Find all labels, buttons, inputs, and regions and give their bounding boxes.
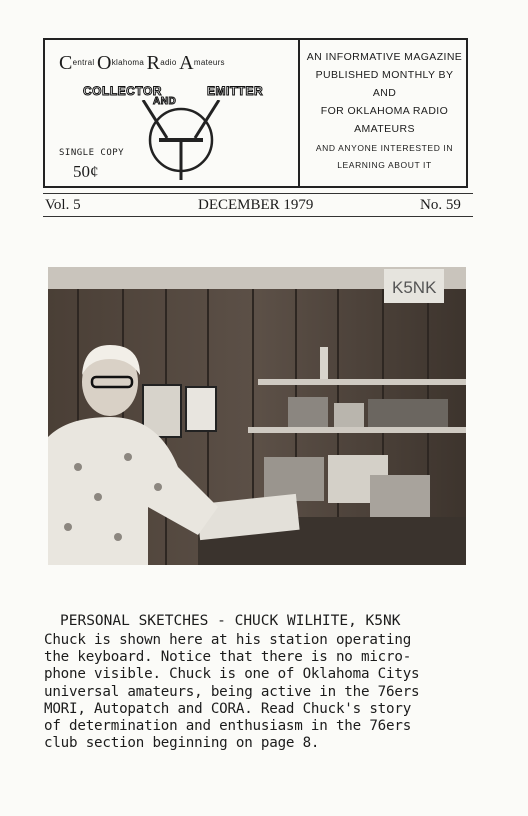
trophy — [320, 347, 328, 379]
and-title: AND — [153, 96, 177, 107]
caption-line: MORI, Autopatch and CORA. Read Chuck's story — [44, 700, 412, 717]
lower-shelf — [248, 427, 466, 433]
caption-line: the keyboard. Notice that there is no micro- — [44, 649, 412, 666]
single-copy-label: SINGLE COPY — [59, 148, 125, 158]
callsign-sign-text: K5NK — [392, 278, 437, 297]
caption-line: Chuck is shown here at his station operating — [44, 632, 412, 648]
price: 50¢ — [73, 162, 99, 181]
transceiver-3 — [370, 475, 430, 519]
caption-title: PERSONAL SKETCHES - CHUCK WILHITE, K5NK — [60, 613, 401, 629]
issue-number: No. 59 — [420, 197, 461, 213]
caption-line: universal amateurs, being active in the 76ers — [44, 683, 420, 700]
shelf-radio-1 — [288, 397, 328, 427]
caption-body — [44, 632, 484, 752]
transistor-logo — [135, 100, 225, 180]
transistor-collector-lead — [143, 100, 167, 138]
caption-line: of determination and enthusiasm in the 76ers — [44, 718, 412, 735]
tagline: AN INFORMATIVE MAGAZINE PUBLISHED MONTHLY BY AND FOR OKLAHOMA RADIO AMATEURS AND ANYONE INTERESTED IN LEARNING ABOUT IT — [306, 51, 463, 170]
shelf-radio-2 — [334, 403, 364, 427]
volume: Vol. 5 — [45, 197, 81, 213]
caption-line: phone visible. Chuck is one of Oklahoma Citys — [44, 666, 420, 683]
issue-line — [43, 193, 473, 217]
station-photo — [48, 267, 466, 565]
upper-shelf — [258, 379, 466, 385]
collector-title: COLLECTOR — [83, 84, 162, 98]
emitter-title: EMITTER — [207, 84, 264, 98]
issue-date: DECEMBER 1979 — [198, 197, 314, 213]
masthead-divider — [298, 40, 300, 186]
transistor-emitter-lead — [195, 100, 219, 138]
shelf-radio-3 — [368, 399, 448, 427]
organization-name: Central Oklahoma Radio Amateurs — [59, 52, 225, 74]
photo-illustration — [48, 267, 466, 565]
caption-line: club section beginning on page 8. — [44, 735, 320, 752]
certificate-2 — [186, 387, 216, 431]
masthead — [43, 38, 468, 188]
